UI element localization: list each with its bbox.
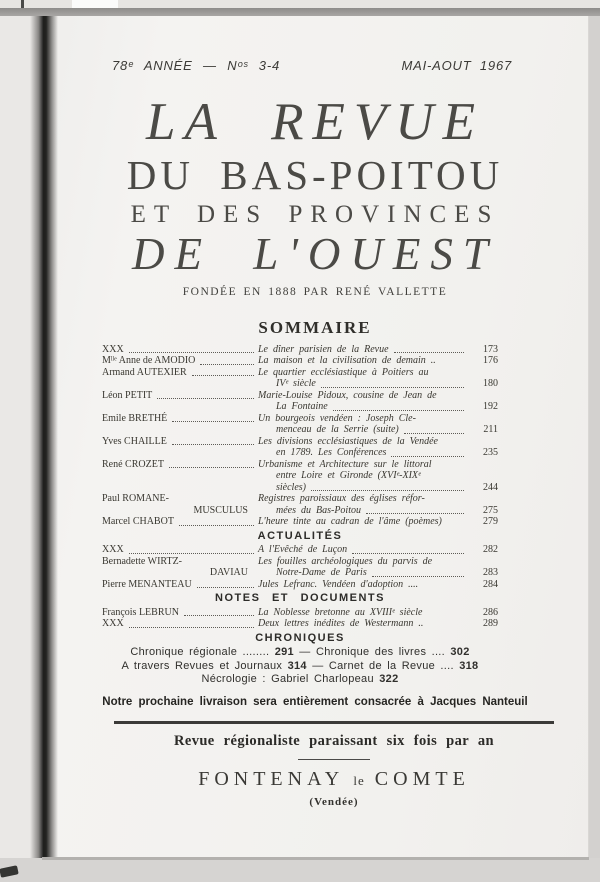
entry-page: 279 (483, 516, 498, 528)
entry-page: 289 (483, 618, 498, 630)
dot-leader (333, 410, 464, 411)
entry-author: Marcel CHABOT (102, 516, 258, 528)
entry-author: Paul ROMANE- MUSCULUS (102, 493, 248, 516)
issue-number: 78ᵉ ANNÉE — Nᵒˢ 3-4 (112, 58, 280, 73)
page-content (42, 16, 588, 808)
page-edge-mark (21, 0, 24, 8)
entry-author: Yves CHAILLE (102, 436, 258, 448)
sommaire-entry (102, 556, 498, 579)
entry-title: Les fouilles archéologiques du parvis de Notre-Dame de Paris (258, 556, 468, 579)
city-part2: COMTE (374, 767, 470, 790)
entry-author: XXX (102, 544, 258, 556)
issue-header (112, 58, 512, 73)
entry-author: René CROZET (102, 459, 258, 471)
entry-page: 283 (483, 567, 498, 579)
sommaire-entry (102, 436, 498, 459)
entry-title: Les divisions ecclésiastiques de la Vendée en 1789. Les Conférences (258, 436, 468, 459)
entry-page: 180 (483, 378, 498, 390)
footer-subtitle: Revue régionaliste paraissant six fois par an (173, 732, 495, 749)
sommaire-body (102, 344, 498, 687)
entry-page: 176 (483, 355, 498, 367)
sommaire-entry (102, 607, 498, 619)
dot-leader (129, 553, 254, 554)
chronique-line: A travers Revues et Journaux 314 — Carnet de la Revue .... 318 (121, 659, 479, 672)
entry-title: Registres paroissiaux des églises réfor- mées du Bas-Poitou (258, 493, 468, 516)
footer-rule (114, 721, 554, 724)
masthead-title-line2: DU BAS-POITOU (126, 151, 504, 198)
entry-title: Urbanisme et Architecture sur le littoral entre Loire et Gironde (XVIᵉ-XIXᵉ siècles) (258, 459, 468, 494)
masthead (42, 95, 588, 298)
dot-leader (179, 525, 254, 526)
entry-title: La maison et la civilisation de demain .. (258, 355, 436, 367)
dot-leader (311, 490, 464, 491)
dot-leader (184, 615, 254, 616)
city-particle: le (353, 772, 365, 788)
founder-line: FONDÉE EN 1888 PAR RENÉ VALLETTE (182, 285, 448, 298)
page-edge-artifact (72, 0, 118, 8)
city-line (104, 768, 564, 791)
entry-page: 286 (483, 606, 498, 618)
next-issue-note: Notre prochaine livraison sera entièrement consacrée à Jacques Nanteuil (102, 695, 528, 708)
chronique-line: Chronique régionale ........ 291 — Chronique des livres .... 302 (130, 646, 470, 659)
entry-author: Pierre MENANTEAU (102, 579, 258, 591)
scanner-background-bottom (0, 858, 600, 882)
entry-author: Léon PETIT (102, 390, 258, 402)
dot-leader (197, 587, 254, 588)
entry-page: 244 (483, 481, 498, 493)
dot-leader (172, 421, 254, 422)
dot-leader (352, 553, 464, 554)
issue-date: MAI-AOUT 1967 (401, 58, 512, 73)
masthead-title-line3: ET DES PROVINCES (130, 200, 500, 228)
sommaire-entry (102, 516, 498, 528)
dot-leader (404, 433, 464, 434)
entry-author: XXX (102, 344, 258, 356)
entry-title: Un bourgeois vendéen : Joseph Cle- menceau de la Serrie (suite) (258, 413, 468, 436)
entry-page: 282 (483, 544, 498, 556)
entry-title: L'heure tinte au cadran de l'âme (poèmes) (258, 516, 442, 528)
scanner-band (0, 8, 600, 16)
dot-leader (129, 627, 254, 628)
footer (104, 721, 564, 808)
dot-leader (169, 467, 254, 468)
entry-title: Le quartier ecclésiastique à Poitiers au IVᵉ siècle (258, 367, 468, 390)
department-line: (Vendée) (309, 795, 359, 808)
dot-leader (200, 364, 254, 365)
dot-leader (321, 387, 464, 388)
entry-title: La Noblesse bretonne au XVIIIᵉ siècle (258, 606, 423, 618)
sommaire-entry (102, 413, 498, 436)
dot-leader (172, 444, 254, 445)
sommaire-entry (102, 618, 498, 630)
entry-author: XXX (102, 618, 258, 630)
dot-leader (372, 576, 464, 577)
entry-author: Mˡˡᵉ Anne de AMODIO (102, 355, 258, 367)
entry-page: 173 (483, 343, 498, 355)
sommaire-heading: SOMMAIRE (258, 317, 372, 337)
dot-leader (129, 352, 254, 353)
dot-leader (394, 352, 464, 353)
footer-divider (298, 759, 370, 760)
dot-leader (157, 398, 254, 399)
page-bottom-edge (42, 857, 589, 860)
dot-leader (391, 456, 464, 457)
entry-author: Bernadette WIRTZ- DAVIAU (102, 555, 248, 579)
section-heading: CHRONIQUES (255, 631, 345, 644)
chronique-line: Nécrologie : Gabriel Charlopeau 322 (201, 673, 399, 686)
sommaire-entry (102, 459, 498, 494)
dot-leader (366, 513, 464, 514)
entry-page: 211 (483, 424, 498, 436)
entry-author: Armand AUTEXIER (102, 367, 258, 379)
sommaire-entry (102, 544, 498, 556)
entry-title: Jules Lefranc. Vendéen d'adoption .... (258, 578, 419, 590)
sommaire-entry (102, 390, 498, 413)
entry-title: Deux lettres inédites de Westermann .. (258, 618, 424, 630)
sommaire-entry (102, 344, 498, 356)
entry-page: 235 (483, 447, 498, 459)
masthead-title-line1: LA REVUE (146, 93, 484, 151)
city-part1: FONTENAY (198, 767, 344, 790)
entry-author: François LEBRUN (102, 607, 258, 619)
sommaire-entry (102, 355, 498, 367)
entry-title: Marie-Louise Pidoux, cousine de Jean de La Fontaine (258, 390, 468, 413)
section-heading: ACTUALITÉS (257, 529, 343, 542)
entry-page: 275 (483, 504, 498, 516)
sommaire-entry (102, 367, 498, 390)
sommaire-entry (102, 579, 498, 591)
sommaire-entry (102, 493, 498, 516)
dot-leader (192, 375, 254, 376)
entry-title: Le dîner parisien de la Revue (258, 344, 468, 356)
entry-page: 192 (483, 401, 498, 413)
entry-title: A l'Evêché de Luçon (258, 544, 468, 556)
entry-author: Emile BRETHÉ (102, 413, 258, 425)
section-heading: NOTES ET DOCUMENTS (215, 592, 385, 605)
entry-page: 284 (483, 578, 498, 590)
masthead-title-line4: DE L'OUEST (132, 228, 498, 279)
